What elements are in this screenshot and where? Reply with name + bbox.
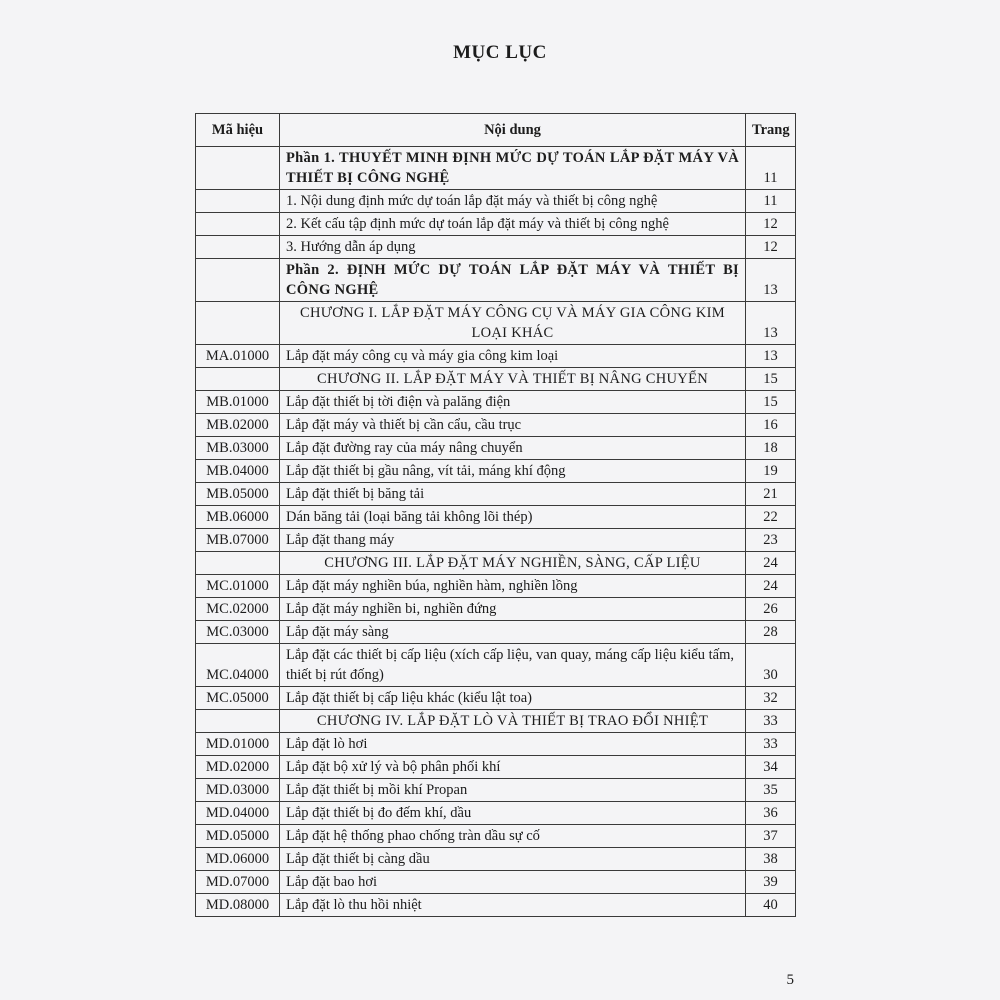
row-code: MD.01000 — [196, 733, 280, 756]
toc-row — [196, 345, 796, 368]
row-code: MC.02000 — [196, 598, 280, 621]
row-content: Lắp đặt máy và thiết bị cần cẩu, cầu trục — [280, 414, 746, 437]
row-code: MB.07000 — [196, 529, 280, 552]
row-page: 37 — [746, 825, 796, 848]
row-code — [196, 259, 280, 302]
row-code: MD.07000 — [196, 871, 280, 894]
row-code: MD.04000 — [196, 802, 280, 825]
row-content: Lắp đặt thiết bị mồi khí Propan — [280, 779, 746, 802]
toc-part-row — [196, 259, 796, 302]
toc-row — [196, 529, 796, 552]
row-content: Lắp đặt lò hơi — [280, 733, 746, 756]
header-page: Trang — [746, 114, 796, 147]
toc-row — [196, 437, 796, 460]
toc-table — [195, 113, 796, 917]
row-page: 35 — [746, 779, 796, 802]
toc-row — [196, 236, 796, 259]
toc-row — [196, 483, 796, 506]
row-content: Lắp đặt thiết bị đo đếm khí, dầu — [280, 802, 746, 825]
toc-part-row — [196, 147, 796, 190]
row-content: Lắp đặt bao hơi — [280, 871, 746, 894]
row-content: Lắp đặt máy nghiền bi, nghiền đứng — [280, 598, 746, 621]
row-code: MC.01000 — [196, 575, 280, 598]
toc-row — [196, 871, 796, 894]
toc-chapter-row — [196, 368, 796, 391]
row-page: 11 — [746, 190, 796, 213]
row-content: Lắp đặt hệ thống phao chống tràn dầu sự cố — [280, 825, 746, 848]
row-page: 38 — [746, 848, 796, 871]
row-page: 24 — [746, 575, 796, 598]
row-page: 34 — [746, 756, 796, 779]
row-code: MD.03000 — [196, 779, 280, 802]
row-code: MD.06000 — [196, 848, 280, 871]
row-page: 15 — [746, 391, 796, 414]
toc-row — [196, 894, 796, 917]
row-content: Lắp đặt thiết bị gầu nâng, vít tải, máng khí động — [280, 460, 746, 483]
row-code — [196, 710, 280, 733]
row-code: MD.05000 — [196, 825, 280, 848]
page-number: 5 — [786, 972, 794, 988]
toc-chapter-row — [196, 710, 796, 733]
row-code: MB.04000 — [196, 460, 280, 483]
row-content: 1. Nội dung định mức dự toán lắp đặt máy và thiết bị công nghệ — [280, 190, 746, 213]
row-code: MC.03000 — [196, 621, 280, 644]
header-content: Nội dung — [280, 114, 746, 147]
toc-row — [196, 414, 796, 437]
row-page: 13 — [746, 345, 796, 368]
toc-row — [196, 756, 796, 779]
row-content: Lắp đặt bộ xử lý và bộ phân phối khí — [280, 756, 746, 779]
row-content: Lắp đặt thiết bị băng tải — [280, 483, 746, 506]
toc-row — [196, 621, 796, 644]
toc-row — [196, 644, 796, 687]
row-page: 15 — [746, 368, 796, 391]
row-content: CHƯƠNG IV. LẮP ĐẶT LÒ VÀ THIẾT BỊ TRAO ĐỔI NHIỆT — [280, 710, 746, 733]
row-code: MB.01000 — [196, 391, 280, 414]
toc-row — [196, 190, 796, 213]
row-page: 33 — [746, 710, 796, 733]
row-page: 22 — [746, 506, 796, 529]
row-code: MC.04000 — [196, 644, 280, 687]
toc-row — [196, 506, 796, 529]
row-page: 12 — [746, 213, 796, 236]
row-content: 3. Hướng dẫn áp dụng — [280, 236, 746, 259]
row-content: Lắp đặt thang máy — [280, 529, 746, 552]
row-content: CHƯƠNG II. LẮP ĐẶT MÁY VÀ THIẾT BỊ NÂNG CHUYỂN — [280, 368, 746, 391]
row-page: 30 — [746, 644, 796, 687]
row-code: MD.02000 — [196, 756, 280, 779]
toc-chapter-row — [196, 552, 796, 575]
toc-row — [196, 575, 796, 598]
row-content: Phần 1. THUYẾT MINH ĐỊNH MỨC DỰ TOÁN LẮP ĐẶT MÁY VÀ THIẾT BỊ CÔNG NGHỆ — [280, 147, 746, 190]
toc-row — [196, 213, 796, 236]
toc-chapter-row — [196, 302, 796, 345]
row-code: MB.03000 — [196, 437, 280, 460]
row-page: 32 — [746, 687, 796, 710]
toc-row — [196, 598, 796, 621]
row-content: Lắp đặt đường ray của máy nâng chuyển — [280, 437, 746, 460]
header-row — [196, 114, 796, 147]
page-title: MỤC LỤC — [453, 42, 547, 63]
row-content: Lắp đặt lò thu hồi nhiệt — [280, 894, 746, 917]
row-content: Lắp đặt máy công cụ và máy gia công kim loại — [280, 345, 746, 368]
row-code — [196, 190, 280, 213]
row-code — [196, 302, 280, 345]
row-page: 26 — [746, 598, 796, 621]
toc-row — [196, 733, 796, 756]
row-content: Lắp đặt các thiết bị cấp liệu (xích cấp liệu, van quay, máng cấp liệu kiểu tấm, thiết bị rút đống) — [280, 644, 746, 687]
row-code: MD.08000 — [196, 894, 280, 917]
row-page: 12 — [746, 236, 796, 259]
row-page: 13 — [746, 259, 796, 302]
row-content: Lắp đặt thiết bị tời điện và palăng điện — [280, 391, 746, 414]
toc-row — [196, 687, 796, 710]
row-page: 21 — [746, 483, 796, 506]
row-page: 19 — [746, 460, 796, 483]
row-page: 16 — [746, 414, 796, 437]
row-code — [196, 368, 280, 391]
row-page: 11 — [746, 147, 796, 190]
row-page: 36 — [746, 802, 796, 825]
row-code — [196, 213, 280, 236]
row-content: 2. Kết cấu tập định mức dự toán lắp đặt máy và thiết bị công nghệ — [280, 213, 746, 236]
row-page: 28 — [746, 621, 796, 644]
toc-row — [196, 825, 796, 848]
row-code: MB.05000 — [196, 483, 280, 506]
row-content: Lắp đặt máy nghiền búa, nghiền hàm, nghiền lồng — [280, 575, 746, 598]
row-page: 23 — [746, 529, 796, 552]
row-content: Lắp đặt máy sàng — [280, 621, 746, 644]
row-content: Lắp đặt thiết bị cấp liệu khác (kiểu lật toa) — [280, 687, 746, 710]
row-content: Dán băng tải (loại băng tải không lõi thép) — [280, 506, 746, 529]
row-code: MC.05000 — [196, 687, 280, 710]
toc-row — [196, 802, 796, 825]
row-page: 33 — [746, 733, 796, 756]
row-page: 39 — [746, 871, 796, 894]
toc-row — [196, 848, 796, 871]
row-code — [196, 236, 280, 259]
toc-row — [196, 779, 796, 802]
row-page: 24 — [746, 552, 796, 575]
row-page: 13 — [746, 302, 796, 345]
toc-row — [196, 460, 796, 483]
header-code: Mã hiệu — [196, 114, 280, 147]
row-code — [196, 147, 280, 190]
row-code: MB.06000 — [196, 506, 280, 529]
toc-row — [196, 391, 796, 414]
row-code — [196, 552, 280, 575]
row-page: 18 — [746, 437, 796, 460]
row-content: Phần 2. ĐỊNH MỨC DỰ TOÁN LẮP ĐẶT MÁY VÀ THIẾT BỊ CÔNG NGHỆ — [280, 259, 746, 302]
row-content: CHƯƠNG I. LẮP ĐẶT MÁY CÔNG CỤ VÀ MÁY GIA CÔNG KIM LOẠI KHÁC — [280, 302, 746, 345]
row-content: Lắp đặt thiết bị càng dầu — [280, 848, 746, 871]
row-code: MB.02000 — [196, 414, 280, 437]
row-page: 40 — [746, 894, 796, 917]
toc-body — [196, 147, 796, 917]
row-code: MA.01000 — [196, 345, 280, 368]
row-content: CHƯƠNG III. LẮP ĐẶT MÁY NGHIỀN, SÀNG, CẤP LIỆU — [280, 552, 746, 575]
